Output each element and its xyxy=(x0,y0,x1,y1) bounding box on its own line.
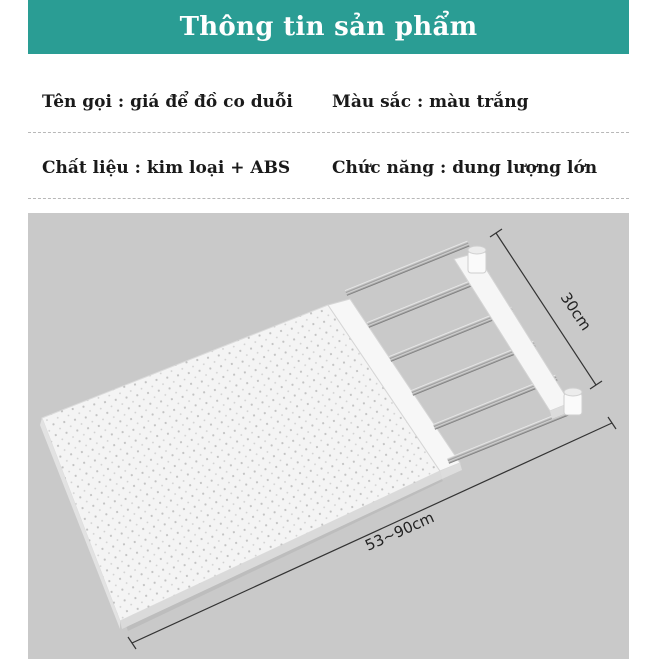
depth-label: 30cm xyxy=(556,289,596,335)
info-row-1 xyxy=(28,72,629,133)
info-row-2 xyxy=(28,138,629,199)
header-banner xyxy=(28,0,629,54)
shelf-illustration xyxy=(28,213,629,659)
product-material-info: Chất liệu : kim loại + ABS xyxy=(42,158,291,178)
page-title: Thông tin sản phẩm xyxy=(179,12,478,42)
product-name-info: Tên gọi : giá để đồ co duỗi xyxy=(42,92,293,112)
product-color-info: Màu sắc : màu trắng xyxy=(332,92,529,112)
width-label: 53~90cm xyxy=(362,508,437,555)
product-photo xyxy=(28,213,629,659)
product-function-info: Chức năng : dung lượng lớn xyxy=(332,158,598,178)
